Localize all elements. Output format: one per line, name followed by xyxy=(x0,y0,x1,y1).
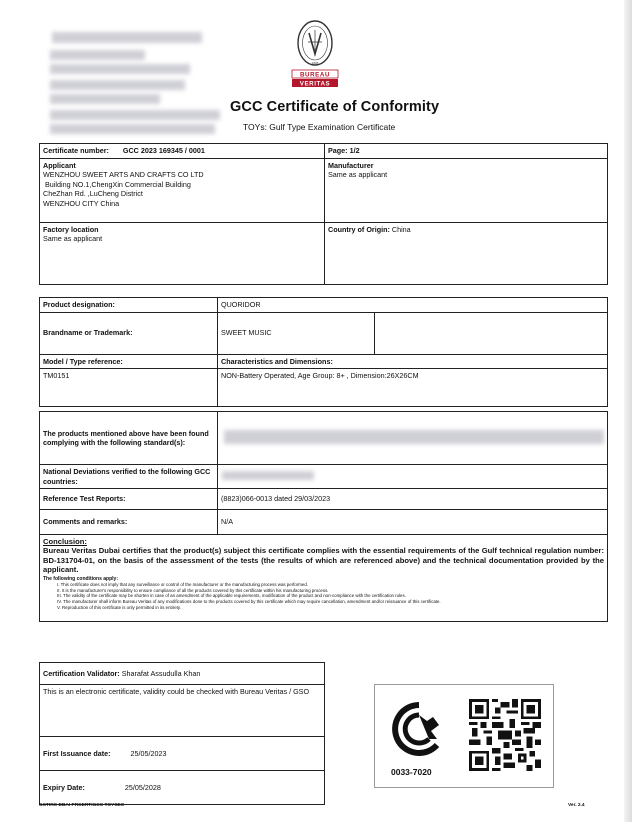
redacted-address-line-4 xyxy=(50,80,185,90)
redacted-address-line-2 xyxy=(50,50,145,60)
condition-item: III. The validity of the certificate may be shorten in case of an amendment of the applicable requirements, modification of the product and non-compliance with the certification rules. xyxy=(57,593,406,599)
redacted-address-line-7 xyxy=(50,124,215,134)
certification-mark-box xyxy=(374,684,554,788)
logo-band-veritas: VERITAS xyxy=(299,80,331,88)
applicant-line: WENZHOU SWEET ARTS AND CRAFTS CO LTD xyxy=(43,170,204,179)
validation-table xyxy=(39,662,325,805)
redacted-address-line-1 xyxy=(52,32,202,43)
designation-label: Product designation: xyxy=(40,298,218,313)
page-title: GCC Certificate of Conformity xyxy=(230,99,440,115)
page-indicator: Page: 1/2 xyxy=(325,144,608,159)
manufacturer-value: Same as applicant xyxy=(328,170,388,179)
conclusion-heading: Conclusion: xyxy=(43,537,87,546)
issuance-label: First Issuance date: xyxy=(43,748,111,758)
redacted-address-line-6 xyxy=(50,110,220,120)
logo-year: 1828 xyxy=(311,61,319,65)
expiry-label: Expiry Date: xyxy=(43,782,85,792)
applicant-label: Applicant xyxy=(43,160,76,170)
page-subtitle: TOYs: Gulf Type Examination Certificate xyxy=(243,122,396,132)
redacted-address-line-5 xyxy=(50,94,160,104)
validator-name: Sharafat Assudulla Khan xyxy=(121,668,201,678)
logo-band-bureau: BUREAU xyxy=(299,71,331,79)
conclusion-section xyxy=(39,534,608,622)
certificate-number-label: Certificate number: xyxy=(43,146,109,155)
deviations-label: National Deviations verified to the following GCC countries: xyxy=(40,465,218,489)
applicant-line: WENZHOU CITY China xyxy=(43,198,120,208)
redacted-deviations xyxy=(222,471,314,480)
brand-value: SWEET MUSIC xyxy=(218,312,375,354)
applicant-line: CheZhan Rd. ,LuCheng District xyxy=(43,189,143,198)
model-label: Model / Type reference: xyxy=(40,354,218,369)
product-table xyxy=(39,297,608,407)
deviations-value-redacted xyxy=(218,465,608,489)
characteristics-value: NON-Battery Operated, Age Group: 8+ , Dimension:26X26CM xyxy=(218,369,608,407)
footer-version: Ver. 2.4 xyxy=(568,803,585,808)
origin-value: China xyxy=(391,224,411,234)
factory-label: Factory location xyxy=(43,224,99,234)
gcc-conformity-mark-icon xyxy=(389,699,445,757)
origin-label: Country of Origin: xyxy=(328,224,390,234)
expiry-value: 25/05/2028 xyxy=(124,782,161,792)
reports-value: (8823)066-0013 dated 29/03/2023 xyxy=(218,489,608,510)
page-edge-shadow xyxy=(624,0,632,822)
compliance-table xyxy=(39,411,608,535)
designation-value: QUORIDOR xyxy=(218,298,608,313)
characteristics-label: Characteristics and Dimensions: xyxy=(218,354,608,369)
validator-label: Certification Validator: xyxy=(43,668,120,678)
conclusion-text: Bureau Veritas Dubai certifies that the product(s) subject this certificate complies with the essential requirements of the Gulf technical regulation number: BD-131704-01, on the basis of the assessment of the tests (the results of which are referenced above) and the technical documentation provided by the applicant. xyxy=(43,546,604,575)
reports-label: Reference Test Reports: xyxy=(40,489,218,510)
comments-value: N/A xyxy=(218,510,608,535)
model-value: TM0151 xyxy=(40,369,218,407)
factory-value: Same as applicant xyxy=(43,234,103,243)
conformity-mark-number: 0033-7020 xyxy=(391,767,432,777)
conditions-heading: The following conditions apply: xyxy=(43,575,118,582)
standards-label: The products mentioned above have been found complying with the following standard(s): xyxy=(40,412,218,465)
redacted-address-line-3 xyxy=(50,64,190,74)
bureau-veritas-logo xyxy=(290,18,340,90)
applicant-line: Building NO.1,ChengXin Commercial Building xyxy=(43,179,191,189)
applicant-table xyxy=(39,143,608,285)
brand-empty-cell xyxy=(375,312,608,354)
condition-item: V. Reproduction of this certificate is only permitted in its entirety. xyxy=(57,604,181,610)
brand-label: Brandname or Trademark: xyxy=(40,312,218,354)
issuance-value: 25/05/2023 xyxy=(130,748,167,758)
comments-label: Comments and remarks: xyxy=(40,510,218,535)
condition-item: IV. The manufacturer shall inform Bureau Veritas of any modifications done to the products covered by this certificate which may require cancellation, amendment and/or reissuance of this certificate. xyxy=(57,599,441,605)
footer-form-code: GSTIRC DBAI PRCERTIGCC TOYSEC xyxy=(39,803,125,808)
manufacturer-label: Manufacturer xyxy=(328,160,374,170)
electronic-note: This is an electronic certificate, validity could be checked with Bureau Veritas / GSO xyxy=(40,685,325,737)
certificate-number-value: GCC 2023 169345 / 0001 xyxy=(122,146,205,155)
standards-value-redacted xyxy=(218,412,608,465)
condition-item: II. It is the manufacturer's responsibility to ensure compliance of all the products covered by this certificate within his manufacturing process. xyxy=(57,587,329,593)
qr-code[interactable] xyxy=(469,699,541,771)
redacted-standards xyxy=(224,430,604,444)
condition-item: I. This certificate does not imply that any surveillance or control of the manufacturer or the manufacturing process was performed. xyxy=(57,581,309,587)
